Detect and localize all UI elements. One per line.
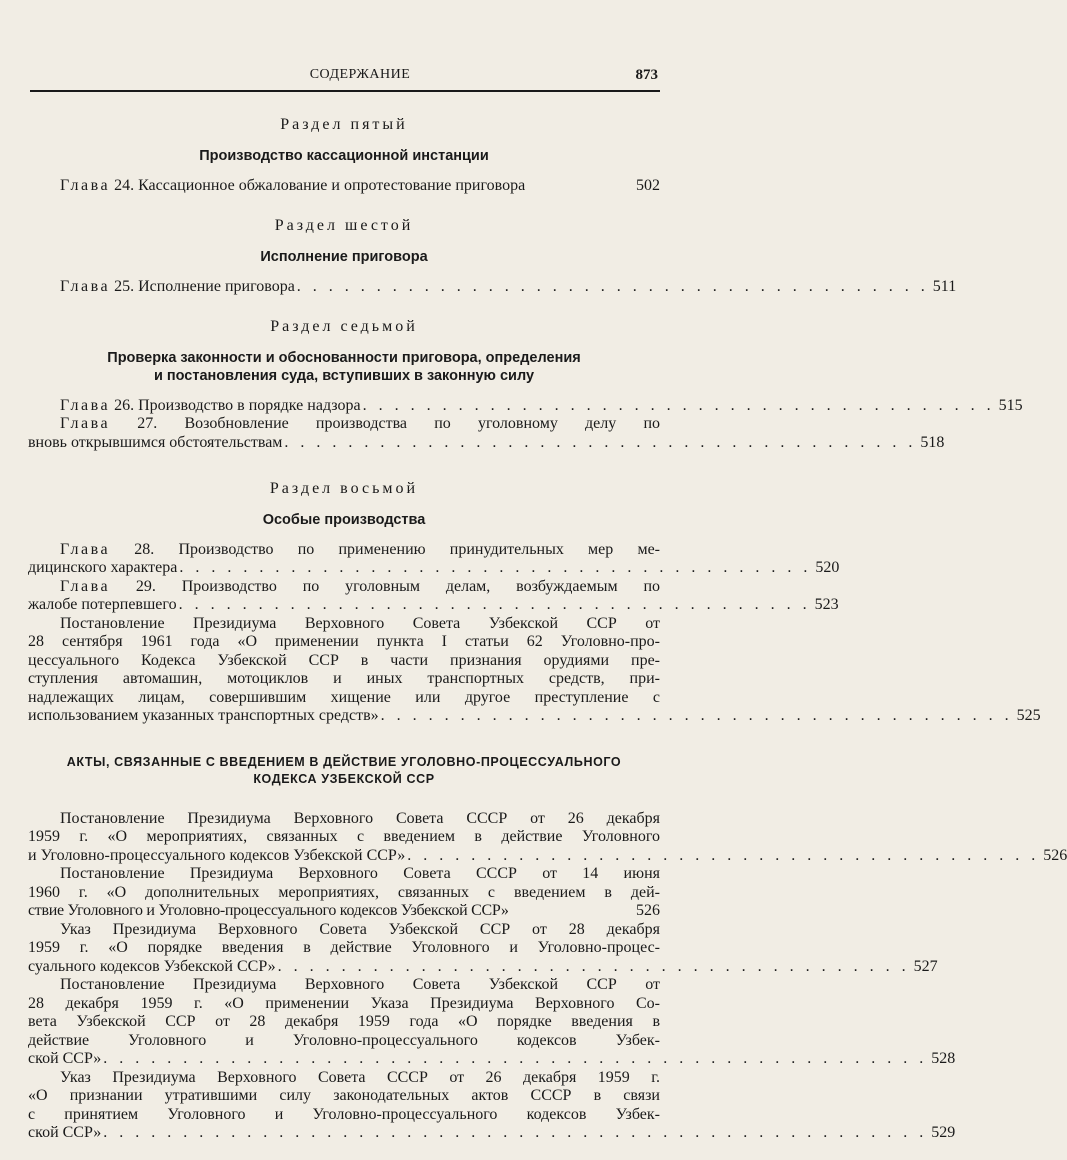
section-7-title: Раздел седьмой xyxy=(270,318,418,335)
chapter-26-title: 26. Производство в порядке надзора xyxy=(114,396,361,414)
chapter-29-title-line2: жалобе потерпевшего xyxy=(28,596,177,613)
chapter-26-page: 515 xyxy=(998,396,1023,414)
toc-entry-act-1: Постановление Президиума Верховного Совета СССР от 26 декабря 1959 г. «О мероприятиях, связанных с введением в действие Уголовного и Уголовно-процессуального кодексов Узбекской ССР» . . . . . . . . . . . . . . . . . . . . . . . . . . . . . . . . . . . . . . . . 526 xyxy=(28,809,1067,864)
chapter-27-title-line1: 27. Возобновление производства по уголовному делу по xyxy=(137,415,661,432)
page-number: 873 xyxy=(635,67,658,83)
chapter-25-page: 511 xyxy=(932,277,957,295)
toc-entry-act-5: Указ Президиума Верховного Совета СССР от 26 декабря 1959 г. «О признании утратившими силу законодательных актов СССР в связи с принятием Уголовного и Уголовно-процессуального кодексов Узбек- ской ССР» . . . . . . . . . . . . . . . . . . . . . . . . . . . . . . . . . . . . . . . . . . . . . . . . . . . . 529 xyxy=(28,1068,956,1141)
act-5-page: 529 xyxy=(931,1124,956,1141)
toc-entry-chapter-28: Глава 28. Производство по применению принудительных мер ме- дицинского характера . . . . . . . . . . . . . . . . . . . . . . . . . . . . . . . . . . . . . . . . 520 xyxy=(28,540,840,576)
chapter-28-title-line2: дицинского характера xyxy=(28,559,178,576)
running-header-title: СОДЕРЖАНИЕ xyxy=(309,67,411,82)
section-8-title: Раздел восьмой xyxy=(269,480,419,497)
chapter-28-title-line1: 28. Производство по применению принудительных мер ме- xyxy=(134,540,660,558)
toc-entry-act-2: Постановление Президиума Верховного Совета СССР от 14 июня 1960 г. «О дополнительных мероприятиях, связанных с введением в дей- ствие Уголовного и Уголовно-процессуального кодексов Узбекской ССР» 526 xyxy=(28,865,660,919)
toc-entry-decree-1961: Постановление Президиума Верховного Совета Узбекской ССР от 28 сентября 1961 года «О применении пункта I статьи 62 Уголовно-про- цессуального Кодекса Узбекской ССР в части признания орудиями пре- ступления автомашин, мотоциклов и иных транспортных средств, при- надлежащих лицам, совершившим хищение или другое преступление с использованием указанных транспортных средств» . . . . . . . . . . . . . . . . . . . . . . . . . . . . . . . . . . . . . . . . 525 xyxy=(28,614,1041,724)
chapter-word: Глава xyxy=(60,396,111,414)
section-5-title: Раздел пятый xyxy=(280,116,408,133)
chapter-25-title: 25. Исполнение приговора xyxy=(114,277,295,295)
chapter-29-page: 523 xyxy=(814,596,839,613)
section-6-title: Раздел шестой xyxy=(274,217,414,234)
toc-entry-act-3: Указ Президиума Верховного Совета Узбекской ССР от 28 декабря 1959 г. «О порядке введения в действие Уголовного и Уголовно-процес- суального кодексов Узбекской ССР» . . . . . . . . . . . . . . . . . . . . . . . . . . . . . . . . . . . . . . . . 527 xyxy=(28,920,938,975)
chapter-24-page: 502 xyxy=(636,176,660,194)
act-1-page: 526 xyxy=(1043,846,1067,864)
chapter-word: Глава xyxy=(60,540,111,558)
section-5-subtitle: Производство кассационной инстанции xyxy=(199,147,489,164)
section-6-subtitle: Исполнение приговора xyxy=(260,248,428,265)
chapter-word: Глава xyxy=(60,415,111,432)
chapter-word: Глава xyxy=(60,577,111,595)
section-8-subtitle: Особые производства xyxy=(262,511,426,528)
chapter-27-title-line2: вновь открывшимся обстоятельствам xyxy=(28,433,283,451)
chapter-27-page: 518 xyxy=(920,433,945,451)
act-3-page: 527 xyxy=(913,957,938,975)
toc-entry-chapter-24 xyxy=(28,177,660,196)
act-2-page: 526 xyxy=(636,902,660,919)
chapter-word: Глава xyxy=(60,277,111,295)
acts-heading: АКТЫ, СВЯЗАННЫЕ С ВВЕДЕНИЕМ В ДЕЙСТВИЕ УГОЛОВНО-ПРОЦЕССУАЛЬНОГО КОДЕКСА УЗБЕКСКОЙ ССР xyxy=(66,754,622,786)
toc-entry-act-4: Постановление Президиума Верховного Совета Узбекской ССР от 28 декабря 1959 г. «О применении Указа Президиума Верховного Со- вета Узбекской ССР от 28 декабря 1959 года «О порядке введения в действие Уголовного и Уголовно-процессуального кодексов Узбек- ской ССР» . . . . . . . . . . . . . . . . . . . . . . . . . . . . . . . . . . . . . . . . . . . . . . . . . . . . 528 xyxy=(28,976,956,1067)
section-7-subtitle: Проверка законности и обоснованности приговора, определения и постановления суда, вступивших в законную силу xyxy=(107,349,581,384)
toc-entry-chapter-26: Глава 26. Производство в порядке надзора . . . . . . . . . . . . . . . . . . . . . . . . . . . . . . . . . . . . . . . . 515 xyxy=(60,396,1023,414)
act-4-page: 528 xyxy=(931,1050,956,1067)
chapter-24-title: 24. Кассационное обжалование и опротестование приговора xyxy=(114,176,526,194)
decree-1961-page: 525 xyxy=(1016,707,1041,724)
toc-entry-chapter-25: Глава 25. Исполнение приговора . . . . . . . . . . . . . . . . . . . . . . . . . . . . . . . . . . . . . . . . 511 xyxy=(60,277,957,295)
chapter-29-title-line1: 29. Производство по уголовным делам, возбуждаемым по xyxy=(135,577,661,595)
toc-entry-chapter-27: Глава 27. Возобновление производства по уголовному делу по вновь открывшимся обстоятельствам . . . . . . . . . . . . . . . . . . . . . . . . . . . . . . . . . . . . . . . . 518 xyxy=(28,415,945,451)
table-of-contents xyxy=(28,116,1067,1143)
toc-entry-chapter-29: Глава 29. Производство по уголовным делам, возбуждаемым по жалобе потерпевшего . . . . . . . . . . . . . . . . . . . . . . . . . . . . . . . . . . . . . . . . 523 xyxy=(28,577,839,613)
header-rule xyxy=(30,90,660,92)
chapter-28-page: 520 xyxy=(815,559,840,576)
chapter-word: Глава xyxy=(60,176,111,194)
